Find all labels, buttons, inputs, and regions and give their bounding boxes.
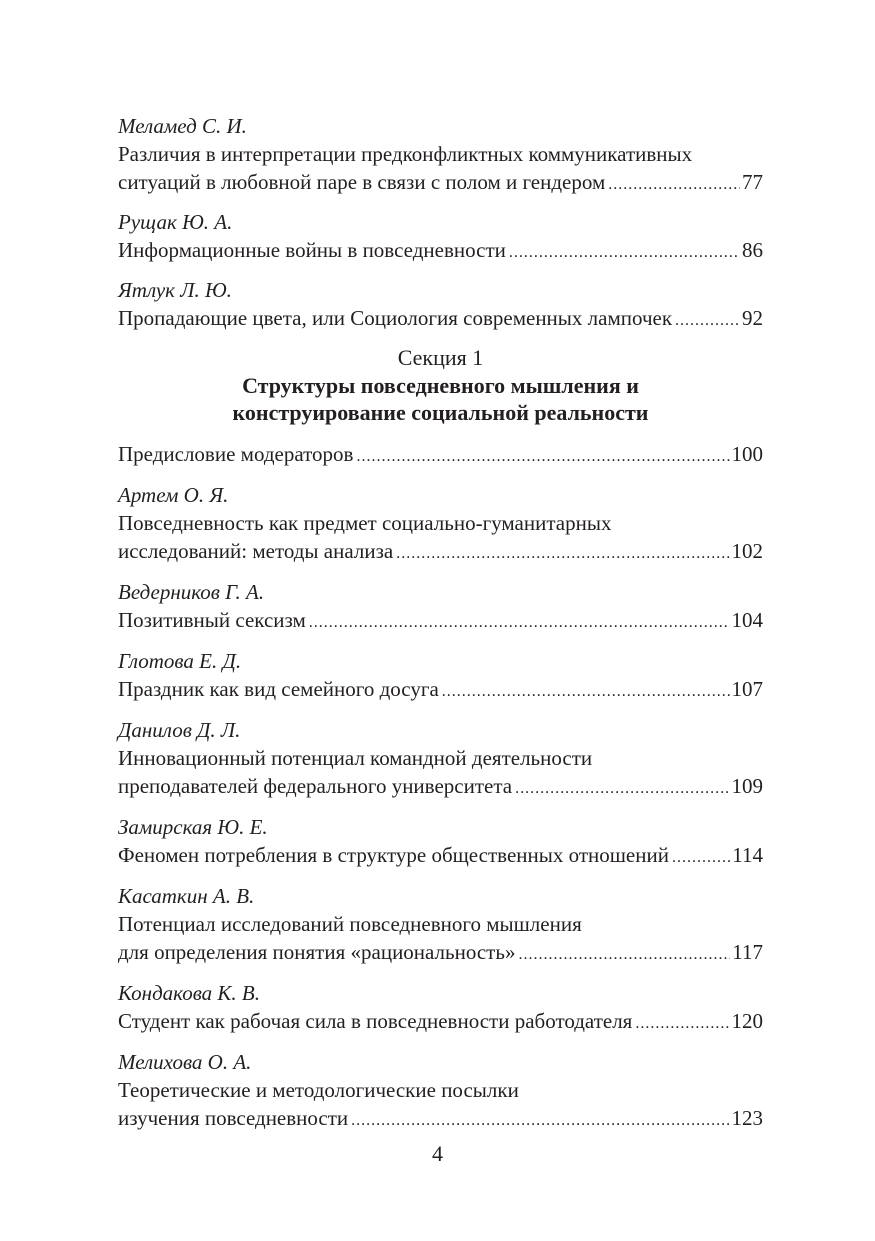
toc-entry-zamirskaya[interactable] bbox=[118, 813, 763, 869]
toc-title-last: Позитивный сексизм bbox=[118, 608, 306, 632]
toc-title-row bbox=[118, 1104, 763, 1132]
toc-author: Ведерников Г. А. bbox=[118, 580, 265, 604]
toc-title-line: Различия в интерпретации предконфликтных коммуникативных bbox=[118, 142, 693, 166]
toc-author: Глотова Е. Д. bbox=[118, 649, 242, 673]
toc-author: Данилов Д. Л. bbox=[118, 718, 241, 742]
section-number: Секция 1 bbox=[397, 345, 484, 370]
toc-page-number: 117 bbox=[732, 940, 763, 964]
toc-title-last: Феномен потребления в структуре общественных отношений bbox=[118, 843, 669, 867]
toc-title-row bbox=[118, 1007, 763, 1035]
toc-page-number: 123 bbox=[731, 1106, 763, 1130]
toc-title-line: Инновационный потенциал командной деятельности bbox=[118, 746, 593, 770]
toc-author: Рущак Ю. А. bbox=[118, 210, 233, 234]
dot-leader bbox=[356, 443, 729, 471]
toc-title-last: ситуаций в любовной паре в связи с полом и гендером bbox=[118, 170, 606, 194]
toc-author: Замирская Ю. Е. bbox=[118, 815, 268, 839]
toc-entry-danilov[interactable] bbox=[118, 716, 763, 800]
toc-author: Меламед С. И. bbox=[118, 114, 247, 138]
toc-page-number: 109 bbox=[731, 774, 763, 798]
toc-author: Касаткин А. В. bbox=[118, 884, 255, 908]
dot-leader bbox=[442, 678, 730, 706]
toc-title-row bbox=[118, 772, 763, 800]
dot-leader bbox=[309, 609, 730, 637]
toc-page-number: 77 bbox=[742, 170, 763, 194]
toc-title-row bbox=[118, 440, 763, 468]
table-of-contents bbox=[118, 112, 763, 1145]
page-number: 4 bbox=[432, 1141, 443, 1166]
toc-page-number: 100 bbox=[731, 442, 763, 466]
toc-entry-kondakova[interactable] bbox=[118, 979, 763, 1035]
toc-entry-glotova[interactable] bbox=[118, 647, 763, 703]
toc-page-number: 92 bbox=[742, 306, 763, 330]
toc-title-row bbox=[118, 841, 763, 869]
toc-title-line: Потенциал исследований повседневного мышления bbox=[118, 912, 582, 936]
toc-entry-vedernikov[interactable] bbox=[118, 578, 763, 634]
section-title-line-2: конструирование социальной реальности bbox=[232, 400, 649, 425]
toc-entry-kasatkin[interactable] bbox=[118, 882, 763, 966]
toc-author: Мелихова О. А. bbox=[118, 1050, 252, 1074]
toc-title-line: Теоретические и методологические посылки bbox=[118, 1078, 519, 1102]
toc-entry-melikhova[interactable] bbox=[118, 1048, 763, 1132]
dot-leader bbox=[635, 1010, 729, 1038]
toc-author: Артем О. Я. bbox=[118, 483, 229, 507]
toc-page-number: 114 bbox=[732, 843, 763, 867]
dot-leader bbox=[515, 775, 729, 803]
toc-title-last: преподавателей федерального университета bbox=[118, 774, 513, 798]
dot-leader bbox=[518, 941, 730, 969]
toc-entry-yatluk[interactable] bbox=[118, 276, 763, 332]
toc-author: Ятлук Л. Ю. bbox=[118, 278, 232, 302]
toc-entry-preface[interactable] bbox=[118, 440, 763, 468]
toc-title-row bbox=[118, 304, 763, 332]
dot-leader bbox=[351, 1107, 729, 1135]
toc-page-number: 104 bbox=[731, 608, 763, 632]
toc-title-line: Повседневность как предмет социально-гуманитарных bbox=[118, 511, 612, 535]
dot-leader bbox=[608, 171, 740, 199]
toc-title-last: Пропадающие цвета, или Социология современных лампочек bbox=[118, 306, 673, 330]
toc-title-last: Предисловие модераторов bbox=[118, 442, 354, 466]
toc-title-last: Праздник как вид семейного досуга bbox=[118, 677, 439, 701]
toc-title-last: Студент как рабочая сила в повседневности работодателя bbox=[118, 1009, 633, 1033]
toc-entry-rushchak[interactable] bbox=[118, 208, 763, 264]
toc-page-number: 86 bbox=[742, 238, 763, 262]
toc-entry-artem[interactable] bbox=[118, 481, 763, 565]
section-heading bbox=[118, 344, 763, 426]
toc-title-row bbox=[118, 236, 763, 264]
dot-leader bbox=[675, 307, 740, 335]
toc-title-row bbox=[118, 606, 763, 634]
dot-leader bbox=[509, 239, 740, 267]
toc-title-last: изучения повседневности bbox=[118, 1106, 349, 1130]
toc-page-number: 102 bbox=[731, 539, 763, 563]
toc-author: Кондакова К. В. bbox=[118, 981, 260, 1005]
toc-title-row bbox=[118, 537, 763, 565]
dot-leader bbox=[672, 844, 730, 872]
dot-leader bbox=[396, 540, 729, 568]
toc-title-last: для определения понятия «рациональность» bbox=[118, 940, 516, 964]
toc-title-last: исследований: методы анализа bbox=[118, 539, 394, 563]
toc-entry-melamed[interactable] bbox=[118, 112, 763, 196]
section-title-line-1: Структуры повседневного мышления и bbox=[242, 373, 639, 398]
toc-title-row bbox=[118, 168, 763, 196]
toc-page-number: 107 bbox=[731, 677, 763, 701]
toc-title-row bbox=[118, 938, 763, 966]
toc-title-row bbox=[118, 675, 763, 703]
toc-title-last: Информационные войны в повседневности bbox=[118, 238, 506, 262]
toc-page-number: 120 bbox=[731, 1009, 763, 1033]
